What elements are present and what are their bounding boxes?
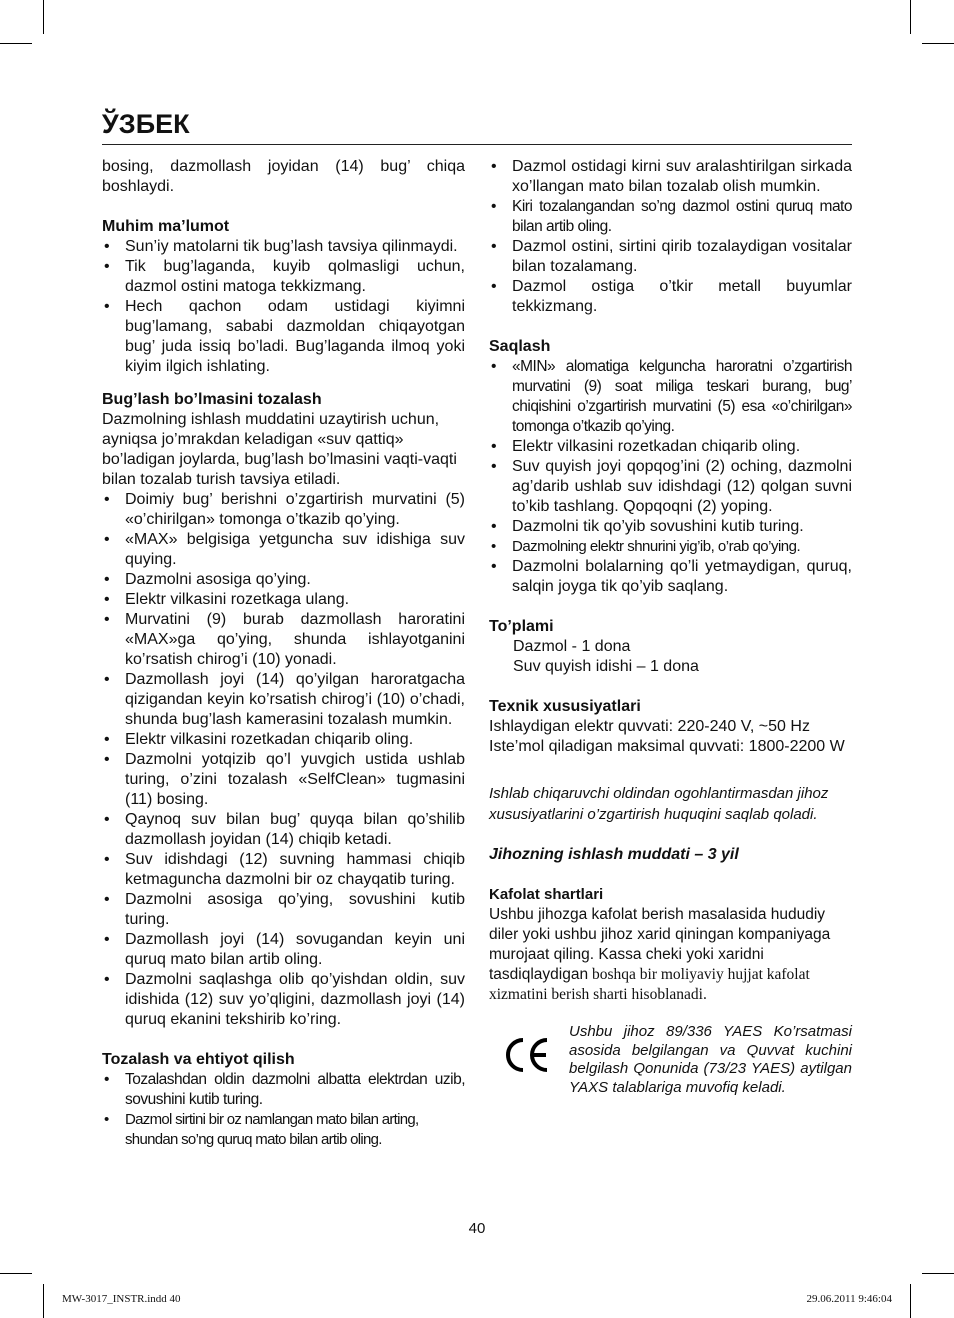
- spec-line: Ishlaydigan elektr quvvati: 220-240 V, ~50 Hz: [489, 718, 810, 735]
- list-item: • Kiri tozalangandan so’ng dazmol ostini quruq mato bilan artib oling.: [489, 197, 852, 237]
- section-heading: Tozalash va ehtiyot qilish: [102, 1051, 295, 1068]
- list-item: • Tozalashdan oldin dazmolni albatta elektrdan uzib, sovushini kutib turing.: [102, 1070, 465, 1110]
- list-item: • Dazmolning elektr shnurini yig’ib, o’rab qo’ying.: [489, 537, 852, 557]
- list-item: • Qaynoq suv bilan bug’ quyqa bilan qo’shilib dazmollash joyidan (14) chiqib ketadi.: [102, 810, 465, 850]
- list-item: • Dazmol sirtini bir oz namlangan mato bilan arting, shundan so’ng quruq mato bilan artib oling.: [102, 1110, 465, 1150]
- spec-line: Iste’mol qiladigan maksimal quvvati: 1800-2200 W: [489, 738, 845, 755]
- ce-compliance-text: Ushbu jihoz 89/336 YAES Ko’rsatmasi asosida belgilangan va Quvvat kuchini belgilash Qonunida (73/23 YAES) aytilgan YAXS talablariga muvofiq keladi.: [569, 1023, 852, 1096]
- list-item: • Dazmol ostiga o’tkir metall buyumlar tekkizmang.: [489, 277, 852, 317]
- package-line: Dazmol - 1 dona: [513, 638, 631, 655]
- page-number: 40: [468, 1220, 486, 1237]
- service-life: Jihozning ishlash muddati – 3 yil: [489, 846, 739, 863]
- list-item: • Doimiy bug’ berishni o’zgartirish murvatini (5) «o’chirilgan» tomonga o’tkazib qo’ying.: [102, 490, 465, 530]
- section-heading: Muhim ma’lumot: [102, 218, 230, 235]
- list-item: • Dazmol ostini, sirtini qirib tozalaydigan vositalar bilan tozalamang.: [489, 237, 852, 277]
- list-item: • Dazmolni saqlashga olib qo’yishdan oldin, suv idishida (12) suv yo’qligini, dazmollash joyi (14) quruq ekanini tekshirib ko’ring.: [102, 970, 465, 1030]
- list-item: • Murvatini (9) burab dazmollash haroratini «MAX»ga qo’ying, shunda ishlayotganini ko’rsatish chirog’i (10) yonadi.: [102, 610, 465, 670]
- list-item: • Dazmolni asosiga qo’ying.: [102, 570, 465, 590]
- bullet-list: [102, 490, 465, 1030]
- list-item: • Elektr vilkasini rozetkadan chiqarib oling.: [102, 730, 465, 750]
- section-heading: Kafolat shartlari: [489, 886, 604, 903]
- bullet-list: [102, 237, 465, 377]
- section-heading: To’plami: [489, 618, 554, 635]
- list-item: • «MIN» alomatiga kelguncha haroratni o’zgartirish murvatini (9) soat miliga teskari burang, bug’ chiqishini o’zgartirish murvatini (5) esa «o’chirilgan» tomonga o’tkazib qo’ying.: [489, 357, 852, 437]
- intro-paragraph: bosing, dazmollash joyidan (14) bug’ chiqa boshlaydi.: [102, 158, 465, 195]
- section-heading: Texnik xususiyatlari: [489, 698, 641, 715]
- page-title: ЎЗБЕК: [102, 104, 852, 145]
- crop-mark: [0, 1273, 32, 1274]
- warranty-text-b: boshqa bir moliyaviy hujjat kafolat xizmatini berish sharti hisoblanadi.: [489, 966, 810, 1003]
- crop-mark: [910, 1284, 911, 1318]
- left-column: [102, 157, 465, 1150]
- crop-mark: [910, 0, 911, 34]
- section-heading: Saqlash: [489, 338, 551, 355]
- bullet-list: [489, 357, 852, 597]
- list-item: • Suv quyish joyi qopqog’ini (2) oching, dazmolni ag’darib ushlab suv idishdagi (12) qolgan suvni to’kib tashlang. Qopqoqni (2) yoping.: [489, 457, 852, 517]
- list-item: • Sun’iy matolarni tik bug’lash tavsiya qilinmaydi.: [102, 237, 465, 257]
- list-item: • Dazmolni tik qo’yib sovushini kutib turing.: [489, 517, 852, 537]
- footer-file: MW-3017_INSTR.indd 40: [62, 1293, 181, 1305]
- crop-mark: [922, 1273, 954, 1274]
- section-heading: Bug’lash bo’lmasini tozalash: [102, 391, 322, 408]
- list-item: • Dazmolni asosiga qo’ying, sovushini kutib turing.: [102, 890, 465, 930]
- ce-block: [489, 1023, 852, 1113]
- crop-mark: [43, 1284, 44, 1318]
- list-item: • Hech qachon odam ustidagi kiyimni bug’lamang, sababi dazmoldan chiqayotgan bug’ juda issiq bo’ladi. Bug’laganda ilmoq yoki kiyim ilgich ishlating.: [102, 297, 465, 377]
- section-paragraph: Dazmolning ishlash muddatini uzaytirish uchun, ayniqsa jo’mrakdan keladigan «suv qattiq» bo’ladigan joylarda, bug’lash bo’lmasini vaqti-vaqti bilan tozalab turish tavsiya etiladi.: [102, 411, 457, 488]
- footer-date: 29.06.2011 9:46:04: [806, 1293, 892, 1305]
- warranty-text-a: Ushbu jihozga kafolat berish masalasida hududiy diler yoki ushbu jihoz xarid qiningan kompaniyaga murojaat qiling. Kassa cheki yoki xaridni tasdiqlaydigan: [489, 906, 831, 983]
- bullet-list: [102, 1070, 465, 1150]
- crop-mark: [0, 43, 32, 44]
- warranty-text: [489, 905, 852, 1005]
- crop-mark: [43, 0, 44, 34]
- list-item: • Dazmollash joyi (14) sovugandan keyin uni quruq mato bilan artib oling.: [102, 930, 465, 970]
- right-column: [489, 157, 852, 1113]
- package-line: Suv quyish idishi – 1 dona: [513, 658, 699, 675]
- list-item: • Dazmollash joyi (14) qo’yilgan haroratgacha qizigandan keyin ko’rsatish chirog’i (10) o’chadi, shunda bug’lash kamerasini tozalash mumkin.: [102, 670, 465, 730]
- ce-mark-icon: [503, 1035, 551, 1075]
- list-item: • Tik bug’laganda, kuyib qolmasligi uchun, dazmol ostini matoga tekkizmang.: [102, 257, 465, 297]
- list-item: • Dazmol ostidagi kirni suv aralashtirilgan sirkada xo’llangan mato bilan tozalab olish mumkin.: [489, 157, 852, 197]
- list-item: • Dazmolni bolalarning qo’li yetmaydigan, quruq, salqin joyga tik qo’yib saqlang.: [489, 557, 852, 597]
- list-item: • Elektr vilkasini rozetkadan chiqarib oling.: [489, 437, 852, 457]
- list-item: • Dazmolni yotqizib qo’l yuvgich ustida ushlab turing, o’zini tozalash «SelfClean» tugmasini (11) bosing.: [102, 750, 465, 810]
- bullet-list: [489, 157, 852, 317]
- list-item: • Elektr vilkasini rozetkaga ulang.: [102, 590, 465, 610]
- list-item: • «MAX» belgisiga yetguncha suv idishiga suv quying.: [102, 530, 465, 570]
- crop-mark: [922, 43, 954, 44]
- manufacturer-note: Ishlab chiqaruvchi oldindan ogohlantirmasdan jihoz xususiyatlarini o’zgartirish huquqini saqlab qoladi.: [489, 785, 829, 823]
- list-item: • Suv idishdagi (12) suvning hammasi chiqib ketmaguncha dazmolni bir oz chayqatib turing.: [102, 850, 465, 890]
